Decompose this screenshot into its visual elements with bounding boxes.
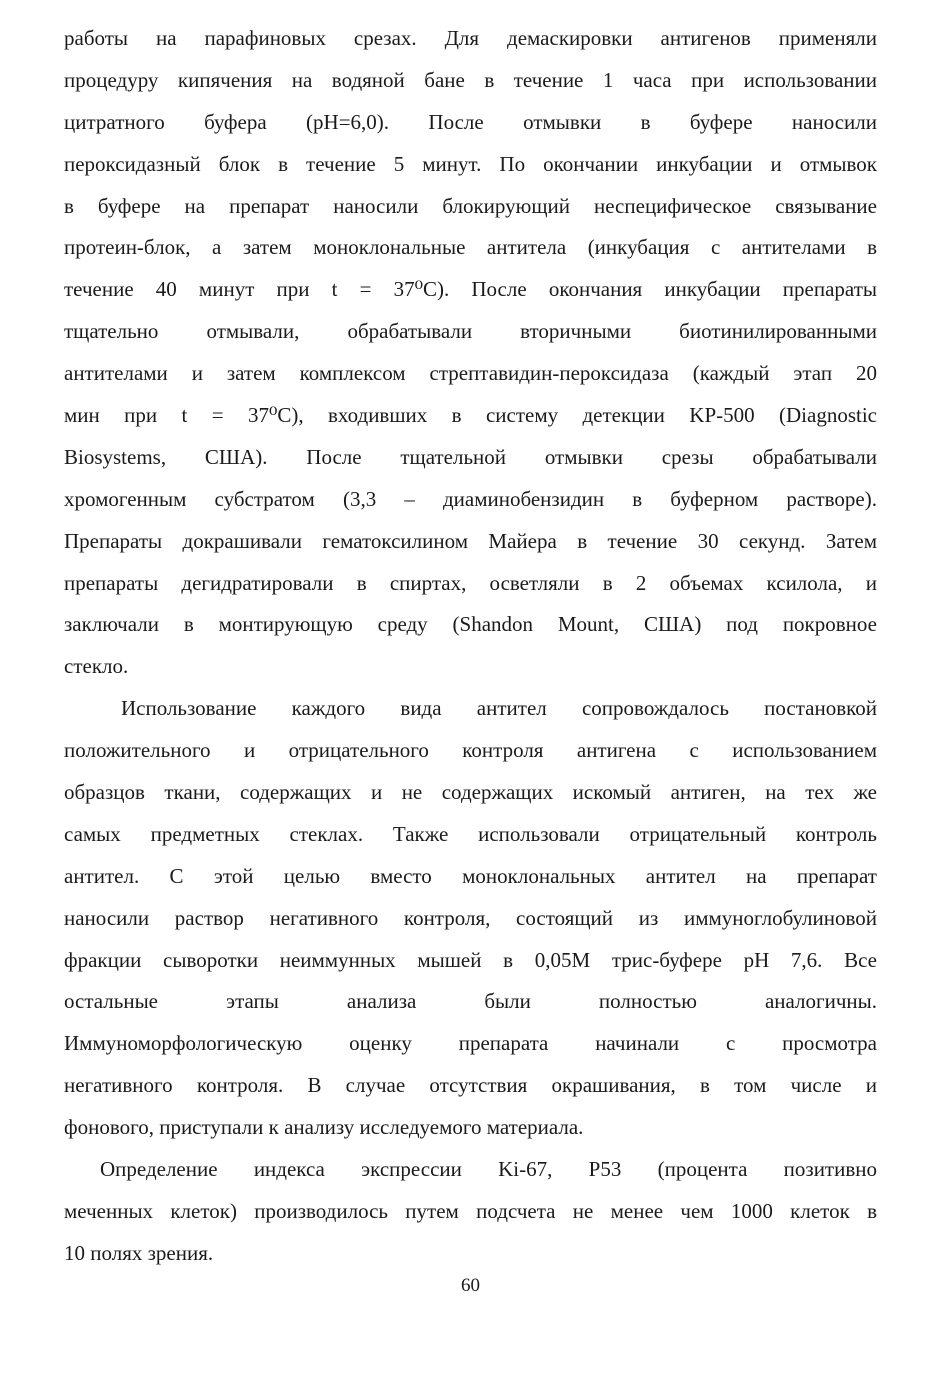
text-line: стекло.	[64, 654, 129, 679]
text-line: в буфере на препарат наносили блокирующий неспецифическое связывание	[64, 193, 877, 218]
text-line: Определение индекса экспрессии Ki-67, P53 (процента позитивно	[100, 1157, 877, 1182]
text-line: Biosystems, США). После тщательной отмывки срезы обрабатывали	[64, 444, 877, 469]
text-line: положительного и отрицательного контроля антигена с использованием	[64, 738, 877, 763]
text-line: хромогенным субстратом (3,3 – диаминобензидин в буферном растворе).	[64, 486, 877, 511]
text-line: наносили раствор негативного контроля, состоящий из иммуноглобулиновой	[64, 905, 877, 930]
text-line: меченных клеток) производилось путем подсчета не менее чем 1000 клеток в	[64, 1198, 877, 1223]
text-line: остальные этапы анализа были полностью аналогичны.	[64, 989, 877, 1014]
text-line: пероксидазный блок в течение 5 минут. По окончании инкубации и отмывок	[64, 151, 877, 176]
text-line: негативного контроля. В случае отсутствия окрашивания, в том числе и	[64, 1073, 877, 1098]
text-line: 10 полях зрения.	[64, 1240, 214, 1265]
text-line: образцов ткани, содержащих и не содержащих искомый антиген, на тех же	[64, 780, 877, 805]
text-line: заключали в монтирующую среду (Shandon Mount, США) под покровное	[64, 612, 877, 637]
text-line: фонового, приступали к анализу исследуемого материала.	[64, 1115, 584, 1140]
text-line: течение 40 минут при t = 37⁰С). После окончания инкубации препараты	[64, 277, 877, 302]
text-line: препараты дегидратировали в спиртах, осветляли в 2 объемах ксилола, и	[64, 570, 877, 595]
text-line: фракции сыворотки неиммунных мышей в 0,05М трис-буфере pH 7,6. Все	[64, 947, 877, 972]
text-line: процедуру кипячения на водяной бане в течение 1 часа при использовании	[64, 67, 877, 92]
text-line: антителами и затем комплексом стрептавидин-пероксидаза (каждый этап 20	[64, 361, 877, 386]
text-line: Использование каждого вида антител сопровождалось постановкой	[121, 696, 877, 721]
text-line: мин при t = 37⁰С), входивших в систему детекции KP-500 (Diagnostic	[64, 403, 877, 428]
paragraph-2	[64, 688, 877, 1149]
text-line: работы на парафиновых срезах. Для демаскировки антигенов применяли	[64, 26, 877, 50]
text-line: самых предметных стеклах. Также использовали отрицательный контроль	[64, 821, 877, 846]
text-line: Препараты докрашивали гематоксилином Майера в течение 30 секунд. Затем	[64, 528, 877, 553]
text-line: тщательно отмывали, обрабатывали вторичными биотинилированными	[64, 319, 877, 344]
page-number: 60	[461, 1275, 480, 1296]
text-line: протеин-блок, а затем моноклональные антитела (инкубация с антителами в	[64, 235, 877, 260]
text-line: Иммуноморфологическую оценку препарата начинали с просмотра	[64, 1031, 877, 1056]
paragraph-1	[64, 18, 877, 688]
paragraph-3	[64, 1149, 877, 1275]
text-line: антител. С этой целью вместо моноклональных антител на препарат	[64, 863, 877, 888]
document-page	[64, 18, 877, 1275]
text-line: цитратного буфера (pH=6,0). После отмывки в буфере наносили	[64, 109, 877, 134]
